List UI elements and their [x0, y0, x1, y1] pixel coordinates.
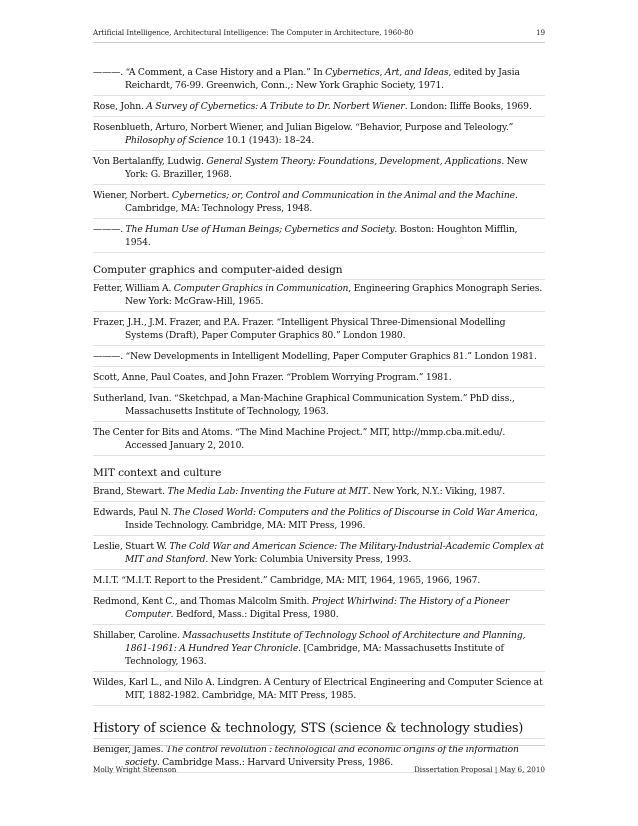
- entry-text: , Engineering Graphics Monograph Series. New York: McGraw-Hill, 1965.: [125, 283, 543, 307]
- header-rule: [93, 42, 545, 43]
- entry-title-italic: Massachusetts Institute of Technology School of Architecture and Planning, 1861-1961: A Hundred Year Chronicle: [125, 630, 526, 654]
- bibliography-entry: [93, 350, 545, 367]
- bibliography-entry: [93, 506, 545, 536]
- entry-text: Shillaber, Caroline.: [93, 630, 183, 641]
- entry-title-italic: The Media Lab: Inventing the Future at MIT: [167, 486, 368, 497]
- entry-title-italic: The control revolution : technological and economic origins of the information society: [125, 744, 519, 768]
- entry-text: 10.1 (1943): 18–24.: [223, 135, 315, 146]
- entry-text: . Cambridge Mass.: Harvard University Press, 1986.: [156, 757, 394, 768]
- bibliography-entry: [93, 66, 545, 96]
- bibliography-entry: [93, 100, 545, 117]
- entry-title-italic: A Survey of Cybernetics: A Tribute to Dr. Norbert Wiener: [146, 101, 405, 112]
- entry-title-italic: The Cold War and American Science: The Military-Industrial-Academic Complex at MIT and Stanford: [125, 541, 544, 565]
- running-header: [93, 28, 545, 37]
- entry-title-italic: Cybernetics; or, Control and Communication in the Animal and the Machine: [171, 190, 515, 201]
- entry-text: ———. “A Comment, a Case History and a Plan.” In: [93, 67, 326, 78]
- page-number: 19: [535, 28, 545, 37]
- entry-text: ———.: [93, 224, 126, 235]
- bibliography-entry: [93, 392, 545, 422]
- entry-text: M.I.T. “M.I.T. Report to the President.” Cambridge, MA: MIT, 1964, 1965, 1966, 1967.: [93, 575, 481, 586]
- entry-title-italic: Cybernetics, Art, and Ideas: [325, 67, 449, 78]
- entry-text: Beniger, James.: [93, 744, 166, 755]
- entry-text: Wildes, Karl L., and Nilo A. Lindgren. A Century of Electrical Engineering and Computer Science at MIT, 1882-1982. Cambridge, MA: MIT Press, 1985.: [93, 677, 543, 701]
- entry-text: Scott, Anne, Paul Coates, and John Frazer. “Problem Worrying Program.” 1981.: [93, 372, 452, 383]
- bibliography-body: [93, 66, 545, 777]
- running-footer: [93, 765, 545, 774]
- section-heading: Computer graphics and computer-aided design: [93, 263, 545, 280]
- section-heading: MIT context and culture: [93, 466, 545, 483]
- bibliography-entry: [93, 189, 545, 219]
- bibliography-entry: [93, 574, 545, 591]
- entry-text: . London: Iliffe Books, 1969.: [404, 101, 532, 112]
- entry-text: Von Bertalanffy, Ludwig.: [93, 156, 207, 167]
- entry-text: Fetter, William A.: [93, 283, 174, 294]
- bibliography-entry: [93, 121, 545, 151]
- bibliography-entry: [93, 595, 545, 625]
- entry-text: Edwards, Paul N.: [93, 507, 174, 518]
- entry-text: . New York: Columbia University Press, 1993.: [205, 554, 412, 565]
- entry-text: Rosenblueth, Arturo, Norbert Wiener, and Julian Bigelow. “Behavior, Purpose and Teleology.”: [93, 122, 514, 133]
- entry-text: Rose, John.: [93, 101, 147, 112]
- footer-rule: [93, 745, 545, 746]
- header-title: Artificial Intelligence, Architectural Intelligence: The Computer in Architecture, 1960-80: [93, 28, 414, 37]
- bibliography-entry: [93, 371, 545, 388]
- entry-text: Frazer, J.H., J.M. Frazer, and P.A. Frazer. “Intelligent Physical Three-Dimensional Modelling Systems (Draft), Paper Computer Graphics 80.” London 1980.: [93, 317, 506, 341]
- bibliography-entry: [93, 223, 545, 253]
- bibliography-entry: [93, 282, 545, 312]
- section-heading: History of science & technology, STS (science & technology studies): [93, 720, 545, 739]
- bibliography-entry: [93, 485, 545, 502]
- footer-date: Dissertation Proposal | May 6, 2010: [414, 765, 545, 774]
- entry-title-italic: Computer Graphics in Communication: [173, 283, 349, 294]
- bibliography-entry: [93, 426, 545, 456]
- entry-title-italic: The Human Use of Human Beings; Cybernetics and Society: [125, 224, 395, 235]
- entry-text: . New York, N.Y.: Viking, 1987.: [367, 486, 506, 497]
- entry-text: . New York: G. Braziller, 1968.: [125, 156, 528, 180]
- bibliography-entry: [93, 629, 545, 672]
- bibliography-entry: [93, 540, 545, 570]
- bibliography-entry: [93, 155, 545, 185]
- entry-text: . [Cambridge, MA: Massachusetts Institute of Technology, 1963.: [125, 643, 504, 667]
- entry-text: , Inside Technology. Cambridge, MA: MIT Press, 1996.: [125, 507, 538, 531]
- entry-text: . Boston: Houghton Mifflin, 1954.: [125, 224, 518, 248]
- entry-text: Leslie, Stuart W.: [93, 541, 170, 552]
- bibliography-entry: [93, 676, 545, 706]
- entry-title-italic: Project Whirlwind: The History of a Pioneer Computer: [125, 596, 510, 620]
- entry-title-italic: Philosophy of Science: [125, 135, 224, 146]
- entry-text: Brand, Stewart.: [93, 486, 168, 497]
- footer-author: Molly Wright Steenson: [93, 765, 177, 774]
- entry-text: The Center for Bits and Atoms. “The Mind Machine Project.” MIT, http://mmp.cba.mit.edu/. Accessed January 2, 2010.: [93, 427, 506, 451]
- entry-text: Wiener, Norbert.: [93, 190, 172, 201]
- entry-text: . Bedford, Mass.: Digital Press, 1980.: [170, 609, 339, 620]
- bibliography-entry: [93, 316, 545, 346]
- entry-title-italic: General System Theory: Foundations, Development, Applications: [206, 156, 502, 167]
- entry-text: ———. “New Developments in Intelligent Modelling, Paper Computer Graphics 81.” London 1981.: [93, 351, 537, 362]
- entry-text: Redmond, Kent C., and Thomas Malcolm Smith.: [93, 596, 312, 607]
- entry-text: Sutherland, Ivan. “Sketchpad, a Man-Machine Graphical Communication System.” PhD diss., Massachusetts Institute of Technology, 1963.: [93, 393, 515, 417]
- entry-text: , edited by Jasia Reichardt, 76-99. Greenwich, Conn.,: New York Graphic Society, 1971.: [125, 67, 520, 91]
- entry-title-italic: The Closed World: Computers and the Politics of Discourse in Cold War America: [173, 507, 535, 518]
- entry-text: . Cambridge, MA: Technology Press, 1948.: [125, 190, 518, 214]
